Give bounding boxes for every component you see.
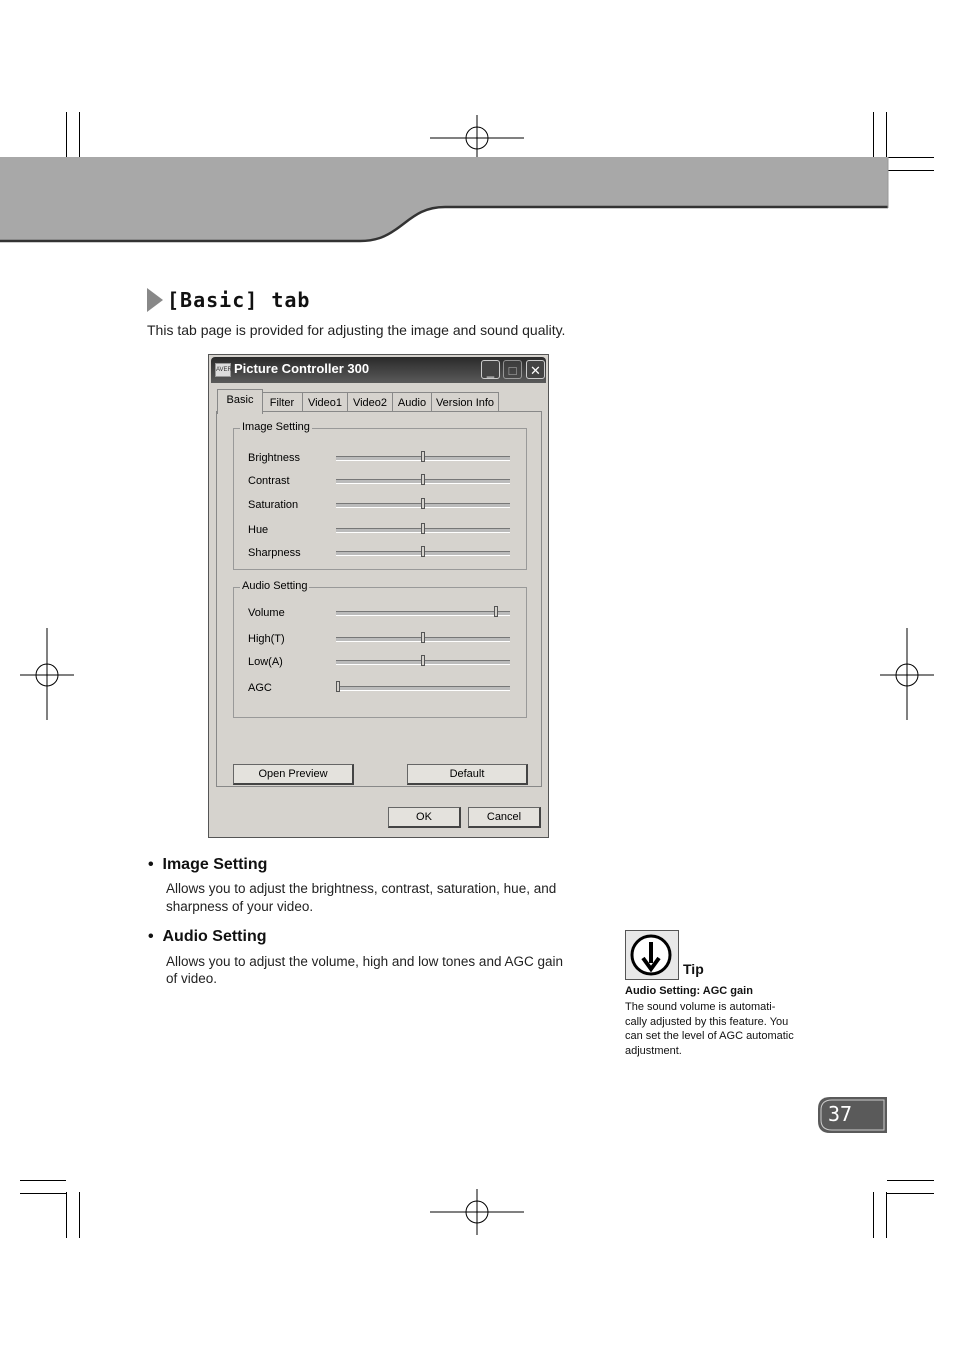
minimize-button[interactable]: _: [481, 360, 500, 379]
tip-label: Tip: [683, 961, 704, 977]
image-setting-group: [233, 421, 527, 570]
tab-panel-basic: [216, 411, 542, 787]
tip-text: [625, 1000, 810, 1058]
arrow-bullet-icon: [147, 288, 163, 312]
tab-audio[interactable]: Audio: [392, 392, 432, 413]
image_setting-slider-thumb[interactable]: [421, 474, 425, 485]
image_setting-slider-thumb[interactable]: [421, 546, 425, 557]
registration-mark-right: [880, 628, 934, 720]
audio-setting-title: Audio Setting: [242, 580, 308, 592]
audio_setting-slider-thumb[interactable]: [421, 655, 425, 666]
app-icon: AVER: [215, 363, 231, 377]
ok-button[interactable]: OK: [388, 807, 461, 828]
section-title: [Basic] tab: [167, 288, 311, 312]
image_setting-slider-label: Brightness: [248, 452, 300, 464]
open-preview-button[interactable]: Open Preview: [233, 764, 354, 785]
dialog-titlebar[interactable]: [211, 357, 546, 383]
tab-filter[interactable]: Filter: [261, 392, 303, 413]
audio-setting-line-2: of video.: [166, 971, 218, 986]
image_setting-slider-label: Sharpness: [248, 547, 301, 559]
audio_setting-slider-track[interactable]: [336, 686, 510, 691]
maximize-button: □: [503, 360, 522, 379]
image_setting-slider-thumb[interactable]: [421, 523, 425, 534]
image_setting-slider-thumb[interactable]: [421, 451, 425, 462]
audio-setting-line-1: Allows you to adjust the volume, high and low tones and AGC gain: [166, 954, 563, 969]
image-setting-heading: • Image Setting: [148, 856, 268, 873]
tab-video2[interactable]: Video2: [347, 392, 393, 413]
audio_setting-slider-label: Low(A): [248, 656, 283, 668]
image-setting-line-1: Allows you to adjust the brightness, contrast, saturation, hue, and: [166, 881, 557, 896]
tip-line: The sound volume is automati-: [625, 1001, 776, 1013]
tip-icon: [625, 930, 679, 980]
image_setting-slider-thumb[interactable]: [421, 498, 425, 509]
tip-line: adjustment.: [625, 1044, 682, 1057]
dialog-title: Picture Controller 300: [234, 361, 370, 376]
audio_setting-slider-thumb[interactable]: [494, 606, 498, 617]
audio-setting-group: [233, 580, 527, 718]
page-number: 37: [828, 1102, 853, 1126]
tab-video1[interactable]: Video1: [302, 392, 348, 413]
audio-setting-heading: • Audio Setting: [148, 928, 267, 945]
tip-line: can set the level of AGC automatic: [625, 1030, 794, 1042]
image_setting-slider-label: Hue: [248, 524, 269, 536]
audio_setting-slider-label: Volume: [248, 607, 285, 619]
header-band: [0, 150, 954, 250]
tab-version-info[interactable]: Version Info: [431, 392, 499, 413]
registration-mark-left: [20, 628, 74, 720]
close-button[interactable]: ✕: [526, 360, 545, 379]
default-button[interactable]: Default: [407, 764, 528, 785]
image-setting-title: Image Setting: [242, 421, 310, 433]
bullet-icon: •: [148, 856, 163, 873]
registration-mark-bottom: [430, 1189, 524, 1235]
image_setting-slider-label: Contrast: [248, 475, 290, 487]
audio_setting-slider-label: High(T): [248, 633, 285, 645]
audio_setting-slider-thumb[interactable]: [336, 681, 340, 692]
tip-subtitle: Audio Setting: AGC gain: [625, 985, 753, 997]
image_setting-slider-label: Saturation: [248, 499, 299, 511]
audio_setting-slider-label: AGC: [248, 682, 272, 694]
picture-controller-dialog: [208, 354, 549, 838]
tip-line: cally adjusted by this feature. You: [625, 1015, 789, 1028]
intro-text: This tab page is provided for adjusting the image and sound quality.: [147, 322, 566, 338]
image-setting-line-2: sharpness of your video.: [166, 899, 314, 914]
bullet-icon: •: [148, 928, 163, 945]
cancel-button[interactable]: Cancel: [468, 807, 541, 828]
tab-basic[interactable]: Basic: [217, 389, 263, 414]
section-heading: [147, 285, 310, 315]
audio_setting-slider-thumb[interactable]: [421, 632, 425, 643]
audio_setting-slider-track[interactable]: [336, 611, 510, 616]
